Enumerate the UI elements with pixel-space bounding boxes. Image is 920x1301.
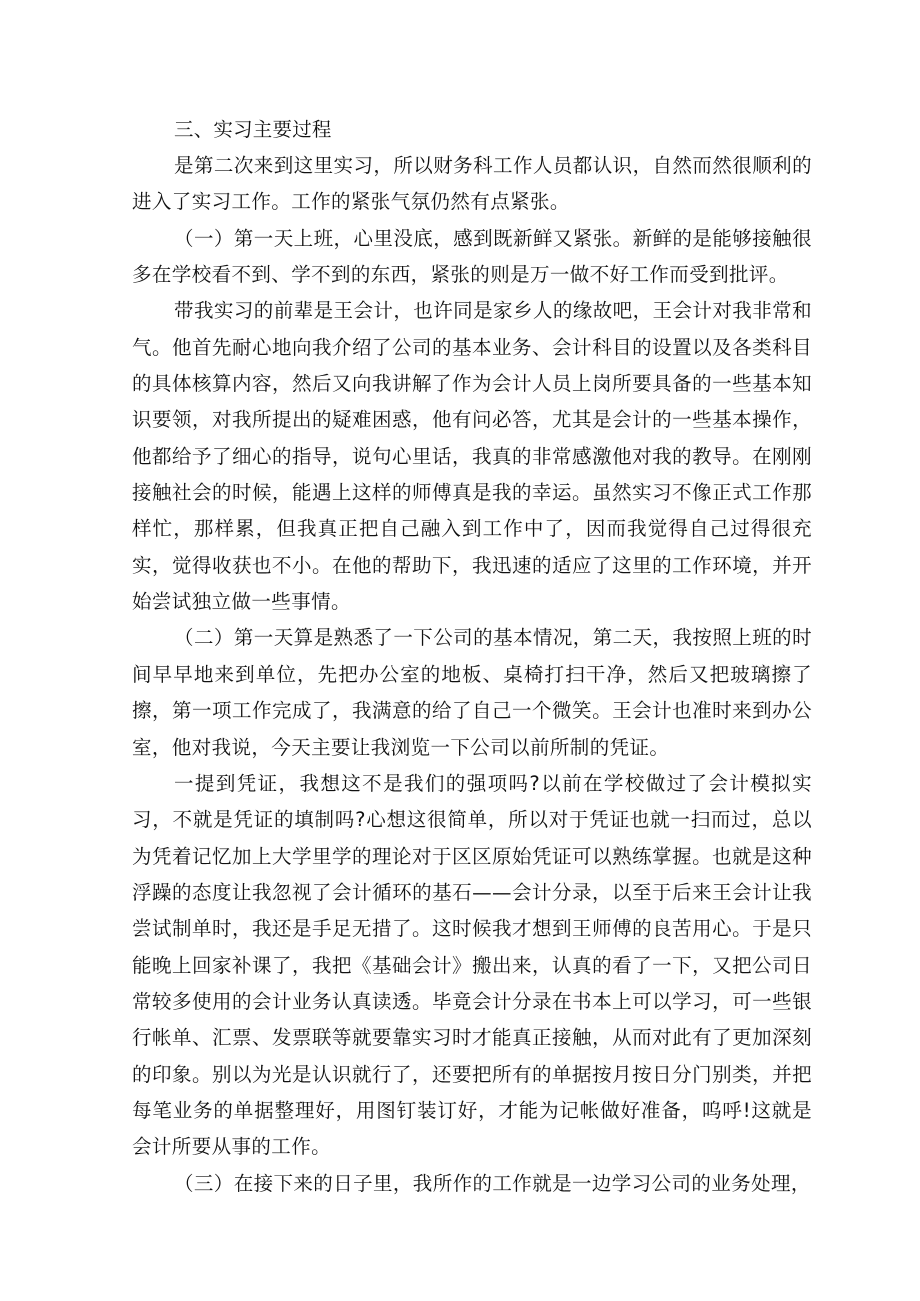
paragraph-mentor: 带我实习的前辈是王会计，也许同是家乡人的缘故吧，王会计对我非常和气。他首先耐心地向我介绍了公司的基本业务、会计科目的设置以及各类科目的具体核算内容，然后又向我讲解了作为会计人员上岗所要具备的一些基本知识要领，对我所提出的疑难困惑，他有问必答，尤其是会计的一些基本操作，他都给予了细心的指导，说句心里话，我真的非常感激他对我的教导。在刚刚接触社会的时候，能遇上这样的师傅真是我的幸运。虽然实习不像正式工作那样忙，那样累，但我真正把自己融入到工作中了，因而我觉得自己过得很充实，觉得收获也不小。在他的帮助下，我迅速的适应了这里的工作环境，并开始尝试独立做一些事情。	[132, 299, 812, 614]
section-heading: 三、实习主要过程	[174, 118, 332, 141]
paragraph-vouchers: 一提到凭证，我想这不是我们的强项吗?以前在学校做过了会计模拟实习，不就是凭证的填制吗?心想这很简单，所以对于凭证也就一扫而过，总以为凭着记忆加上大学里学的理论对于区区原始凭证可以熟练掌握。也就是这种浮躁的态度让我忽视了会计循环的基石——会计分录，以至于后来王会计让我尝试制单时，我还是手足无措了。这时候我才想到王师傅的良苦用心。于是只能晚上回家补课了，我把《基础会计》搬出来，认真的看了一下，又把公司日常较多使用的会计业务认真读透。毕竟会计分录在书本上可以学习，可一些银行帐单、汇票、发票联等就要靠实习时才能真正接触，从而对此有了更加深刻的印象。别以为光是认识就行了，还要把所有的单据按月按日分门别类，并把每笔业务的单据整理好，用图钉装订好，才能为记帐做好准备，呜呼!这就是会计所要从事的工作。	[132, 771, 812, 1159]
paragraph-following-days: （三）在接下来的日子里，我所作的工作就是一边学习公司的业务处理，	[174, 1171, 811, 1195]
paragraph-second-day: （二）第一天算是熟悉了一下公司的基本情况，第二天，我按照上班的时间早早地来到单位，先把办公室的地板、桌椅打扫干净，然后又把玻璃擦了擦，第一项工作完成了，我满意的给了自己一个微笑。王会计也准时来到办公室，他对我说，今天主要让我浏览一下公司以前所制的凭证。	[132, 626, 812, 759]
paragraph-first-day: （一）第一天上班，心里没底，感到既新鲜又紧张。新鲜的是能够接触很多在学校看不到、学不到的东西，紧张的则是万一做不好工作而受到批评。	[132, 226, 812, 287]
paragraph-intro: 是第二次来到这里实习，所以财务科工作人员都认识，自然而然很顺利的进入了实习工作。工作的紧张气氛仍然有点紧张。	[132, 154, 812, 214]
document-body	[132, 112, 812, 1202]
